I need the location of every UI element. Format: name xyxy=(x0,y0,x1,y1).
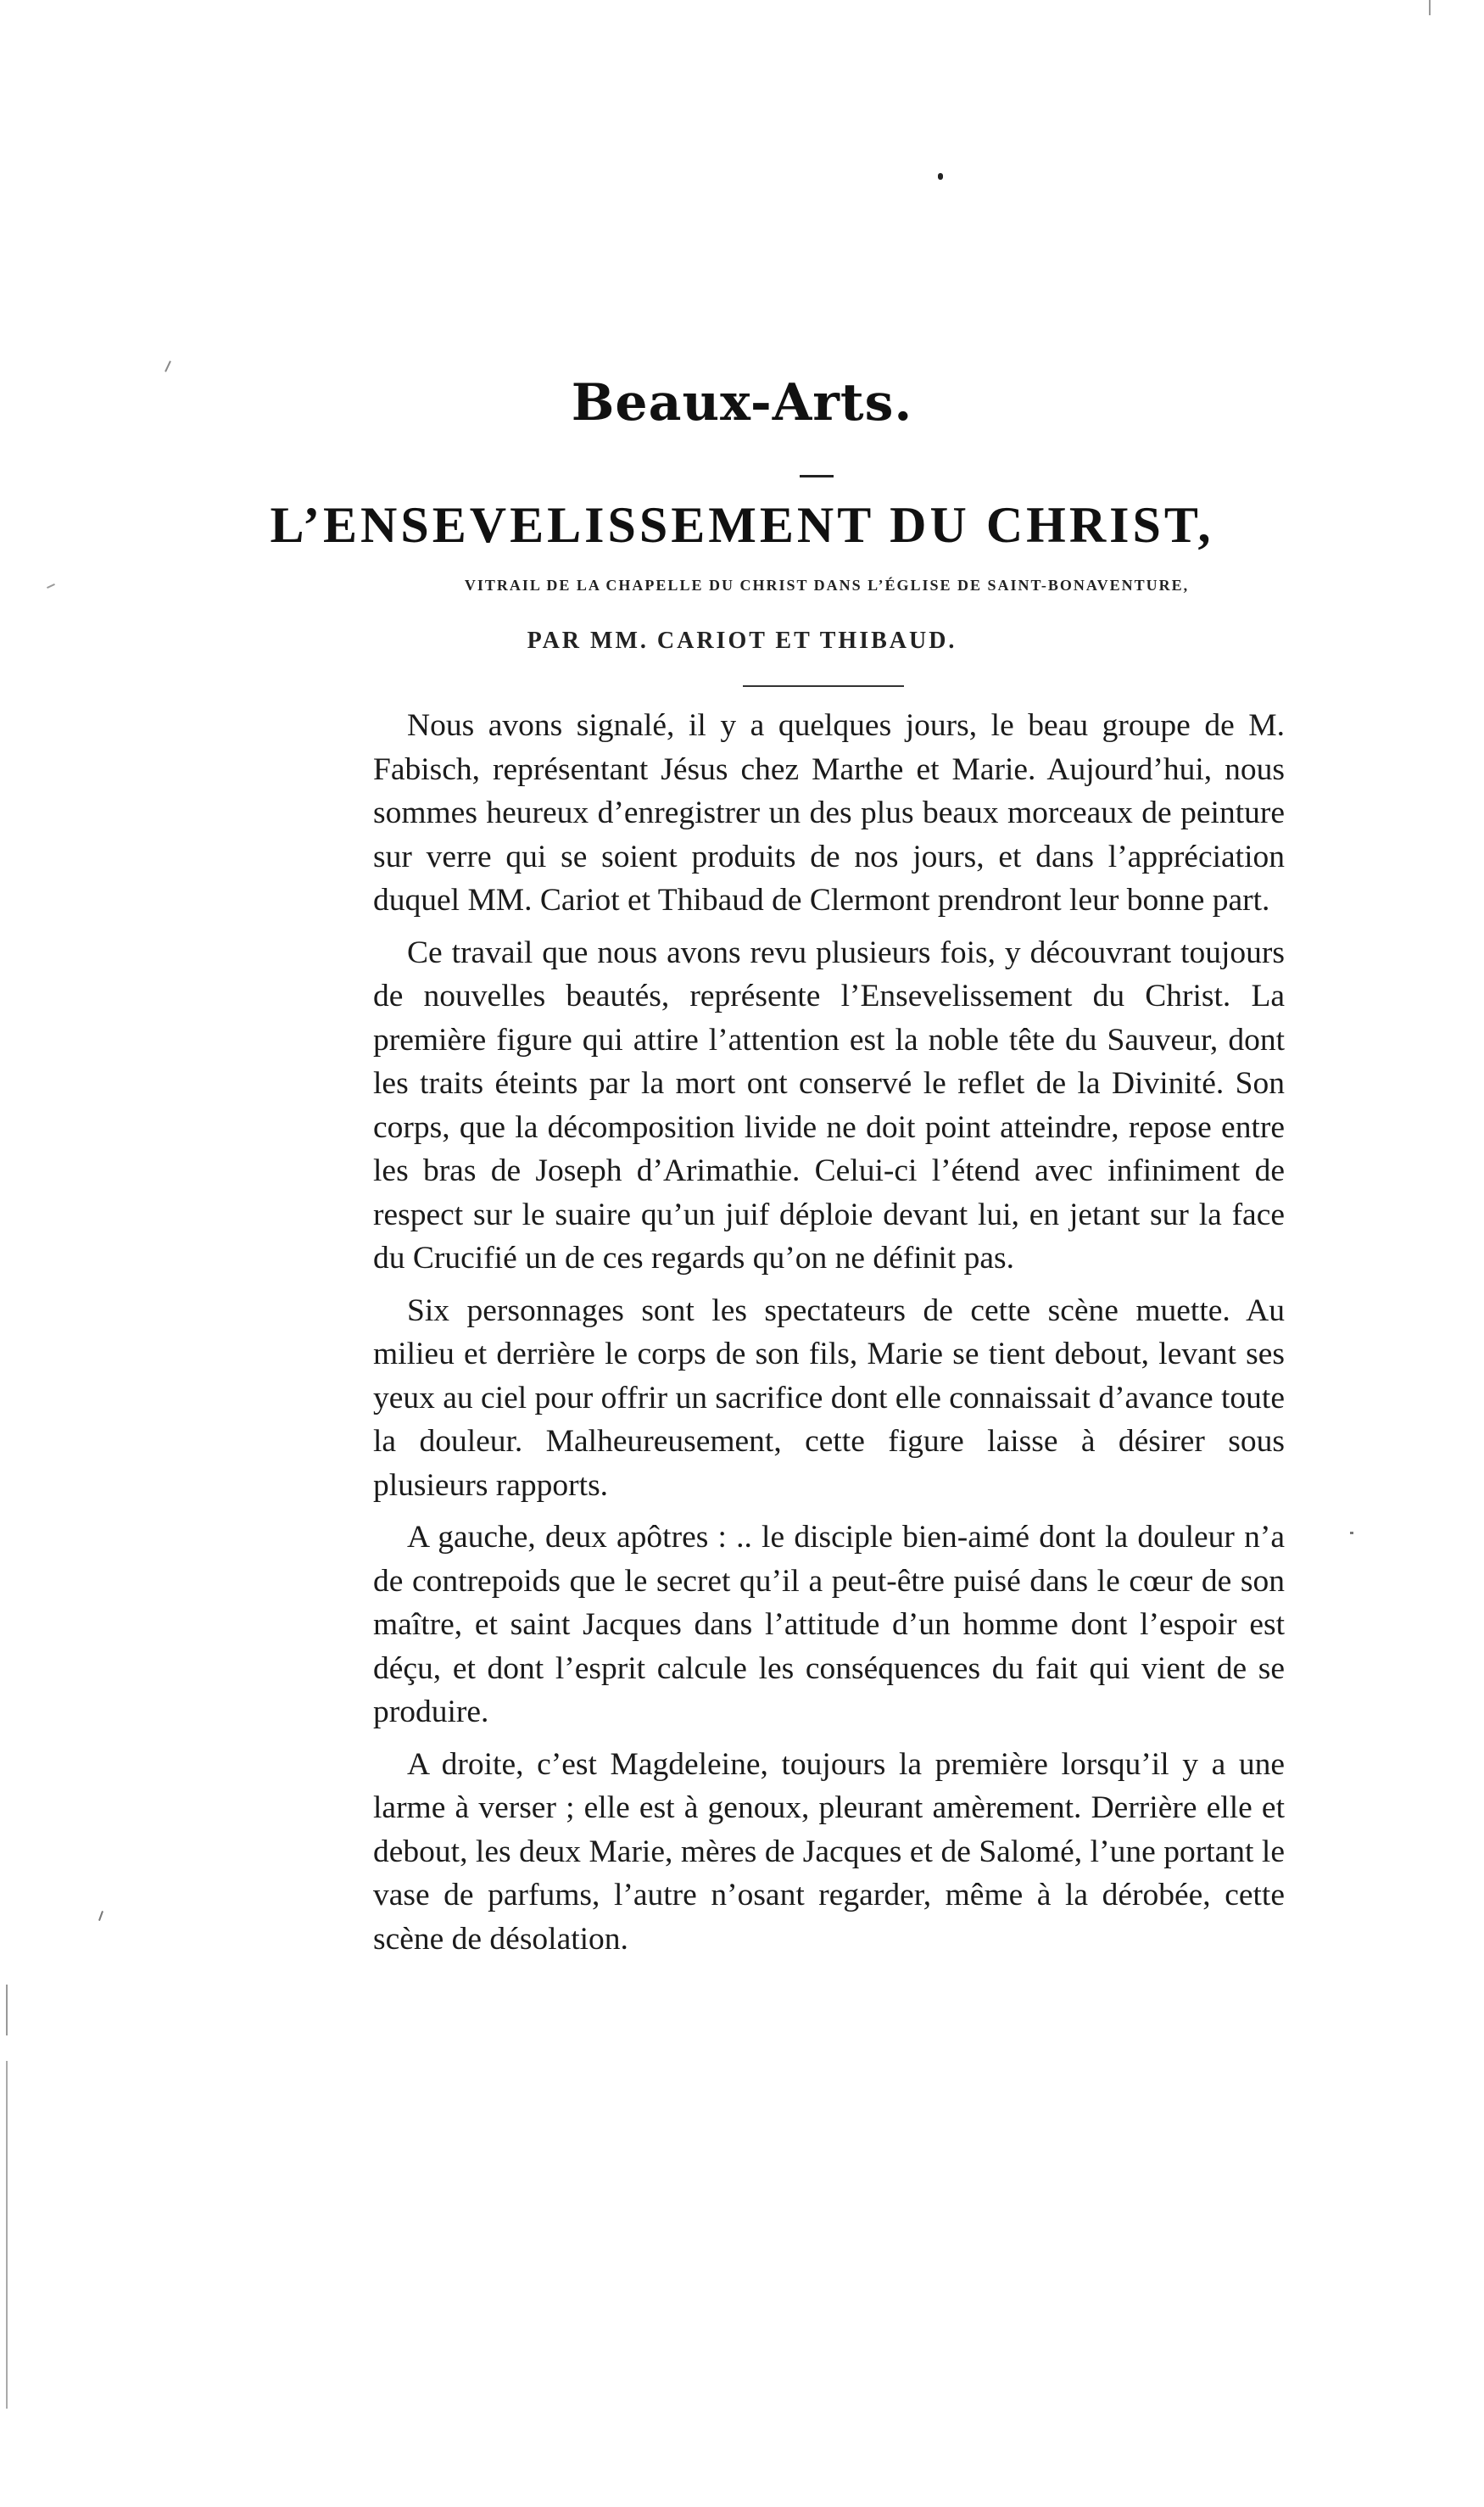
ink-dot xyxy=(938,173,943,180)
article-authors: PAR MM. CARIOT ET THIBAUD. xyxy=(527,628,957,654)
paragraph: A gauche, deux apôtres : .. le disciple bien-aimé dont la douleur n’a de contrepoids que le secret qu’il a peut-être puisé dans le cœur de son maître, et saint Jacques dans l’attitude d’un homme dont l’espoir est déçu, et dont l’esprit calcule les conséquences du fait qui vient de se produire. xyxy=(373,1520,1285,1729)
article-body xyxy=(373,704,1285,1969)
scan-speck xyxy=(47,583,55,589)
article-title: L’ENSEVELISSEMENT DU CHRIST, xyxy=(270,497,1214,553)
paragraph: Nous avons signalé, il y a quelques jours, le beau groupe de M. Fabisch, représentant Jésus chez Marthe et Marie. Aujourd’hui, nous sommes heureux d’enregistrer un des plus beaux morceaux de peinture sur verre qui se soient produits de nos jours, et dans l’appréciation duquel MM. Cariot et Thibaud de Clermont prendront leur bonne part. xyxy=(373,708,1285,918)
section-heading: Beaux-Arts. xyxy=(571,373,913,433)
scan-speck xyxy=(98,1911,103,1921)
article-subtitle: VITRAIL DE LA CHAPELLE DU CHRIST DANS L’ÉGLISE DE SAINT-BONAVENTURE, xyxy=(464,577,1190,594)
title-divider xyxy=(743,685,904,687)
scan-corner-mark xyxy=(1429,0,1431,15)
page-edge-line xyxy=(6,2061,8,2409)
scan-speck xyxy=(1350,1532,1353,1534)
short-divider xyxy=(800,475,834,477)
page-edge-line xyxy=(6,1985,8,2035)
paragraph: Six personnages sont les spectateurs de cette scène muette. Au milieu et derrière le corps de son fils, Marie se tient debout, levant ses yeux au ciel pour offrir un sacrifice dont elle connaissait d’avance toute la douleur. Malheureusement, cette figure laisse à désirer sous plusieurs rapports. xyxy=(373,1293,1285,1503)
paragraph: Ce travail que nous avons revu plusieurs fois, y découvrant toujours de nouvelles beautés, représente l’Ensevelissement du Christ. La première figure qui attire l’attention est la noble tête du Sauveur, dont les traits éteints par la mort ont conservé le reflet de la Divinité. Son corps, que la décomposition livide ne doit point atteindre, repose entre les bras de Joseph d’Arimathie. Celui-ci l’étend avec infiniment de respect sur le suaire qu’un juif déploie devant lui, en jetant sur la face du Crucifié un de ces regards qu’on ne définit pas. xyxy=(373,935,1285,1276)
scan-speck xyxy=(165,360,171,372)
paragraph: A droite, c’est Magdeleine, toujours la première lorsqu’il y a une larme à verser ; elle est à genoux, pleurant amèrement. Derrière elle et debout, les deux Marie, mères de Jacques et de Salomé, l’une portant le vase de parfums, l’autre n’osant regarder, même à la dérobée, cette scène de désolation. xyxy=(373,1746,1285,1957)
